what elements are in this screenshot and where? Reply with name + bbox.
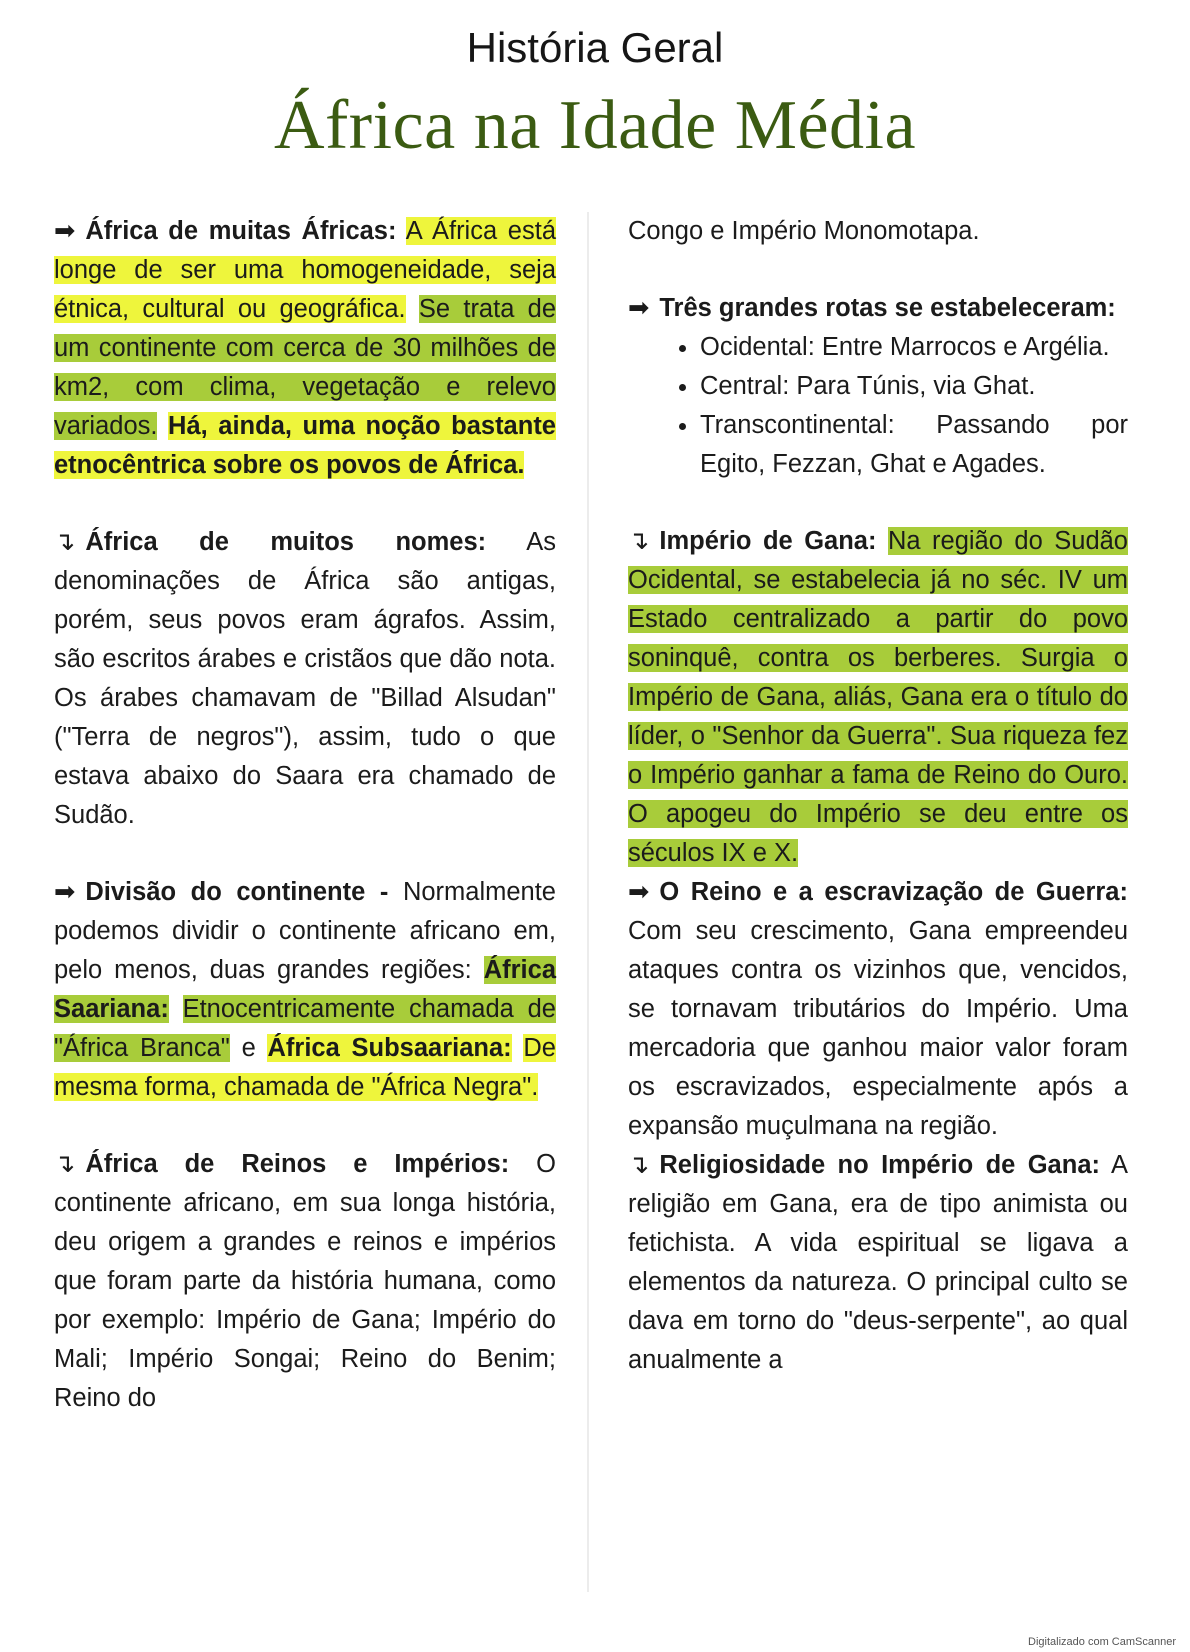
- curved-arrow-icon: ↴: [628, 1151, 650, 1179]
- section-imperio-gana: [628, 522, 1128, 873]
- page-title: África na Idade Média: [273, 87, 917, 164]
- section-heading: África de Reinos e Impérios:: [85, 1150, 510, 1178]
- highlighted-term: África Saariana:: [54, 956, 556, 1023]
- section-heading: África de muitos nomes:: [85, 528, 487, 556]
- arrow-icon: ➡: [628, 294, 650, 322]
- section-heading: Três grandes rotas se estabeleceram:: [659, 294, 1116, 322]
- curved-arrow-icon: ↴: [54, 528, 76, 556]
- column-divider: [587, 212, 589, 1592]
- section-reinos-imperios: [54, 1145, 556, 1418]
- highlighted-text: Se trata de um continente com cerca de 30 milhões de km2, com clima, vegetação e relevo variados.: [54, 295, 556, 440]
- list-item: • Central: Para Túnis, via Ghat.: [700, 367, 1128, 406]
- section-heading: África de muitas Áfricas:: [85, 217, 397, 245]
- arrow-icon: ➡: [54, 878, 76, 906]
- right-column: [628, 212, 1128, 1380]
- curved-arrow-icon: ↴: [54, 1150, 76, 1178]
- section-text: A religião em Gana, era de tipo animista ou fetichista. A vida espiritual se ligava a elementos da natureza. O principal culto se dava em torno do "deus-serpente", ao qual anualmente a: [628, 1151, 1128, 1374]
- highlighted-text: A África está longe de ser uma homogeneidade, seja étnica, cultural ou geográfica.: [54, 217, 557, 323]
- section-heading: Império de Gana:: [659, 527, 877, 555]
- routes-list: [628, 328, 1128, 484]
- conjunction: e: [241, 1034, 256, 1062]
- section-africa-muitas-africas: [54, 212, 556, 485]
- section-text: As denominações de África são antigas, porém, seus povos eram ágrafos. Assim, são escritos árabes e cristãos que dão nota. Os árabes chamavam de "Billad Alsudan" ("Terra de negros"), assim, tudo o que estava abaixo do Saara era chamado de Sudão.: [54, 528, 556, 829]
- continued-text: Congo e Império Monomotapa.: [628, 217, 980, 245]
- section-heading: Divisão do continente -: [85, 878, 389, 906]
- section-text: Normalmente podemos dividir o continente africano em, pelo menos, duas grandes regiões:: [54, 878, 556, 984]
- highlighted-text: De mesma forma, chamada de "África Negra".: [54, 1034, 556, 1101]
- section-text: Com seu crescimento, Gana empreendeu ataques contra os vizinhos que, vencidos, se tornavam tributários do Império. Uma mercadoria que ganhou maior valor foram os escravizados, especialmente após a expansão muçulmana na região.: [628, 917, 1128, 1140]
- list-item: • Ocidental: Entre Marrocos e Argélia.: [700, 328, 1128, 367]
- curved-arrow-icon: ↴: [628, 527, 650, 555]
- highlighted-term: África Subsaariana:: [267, 1034, 512, 1062]
- arrow-icon: ➡: [628, 878, 650, 906]
- section-escravizacao: [628, 873, 1128, 1146]
- left-column: [54, 212, 556, 1418]
- section-religiosidade: [628, 1146, 1128, 1380]
- section-heading: O Reino e a escravização de Guerra:: [659, 878, 1128, 906]
- section-divisao-continente: [54, 873, 556, 1107]
- scanner-watermark: Digitalizado com CamScanner: [1028, 1636, 1176, 1648]
- section-heading: Religiosidade no Império de Gana:: [659, 1151, 1100, 1179]
- section-rotas: [628, 289, 1128, 328]
- list-item: • Transcontinental: Passando por Egito, Fezzan, Ghat e Agades.: [700, 406, 1128, 484]
- highlighted-text: Etnocentricamente chamada de "África Branca": [54, 995, 556, 1062]
- highlighted-text: Na região do Sudão Ocidental, se estabelecia já no séc. IV um Estado centralizado a partir do povo soninquê, contra os berberes. Surgia o Império de Gana, aliás, Gana era o título do líder, o "Senhor da Guerra". Sua riqueza fez o Império ganhar a fama de Reino do Ouro. O apogeu do Império se deu entre os séculos IX e X.: [628, 527, 1128, 867]
- arrow-icon: ➡: [54, 217, 76, 245]
- highlighted-text: Há, ainda, uma noção bastante etnocêntrica sobre os povos de África.: [54, 412, 556, 479]
- page-kicker: História Geral: [466, 24, 724, 71]
- section-africa-muitos-nomes: [54, 523, 556, 835]
- section-text: O continente africano, em sua longa história, deu origem a grandes e reinos e impérios que foram parte da história humana, como por exemplo: Império de Gana; Império do Mali; Império Songai; Reino do Benim; Reino do: [54, 1150, 556, 1412]
